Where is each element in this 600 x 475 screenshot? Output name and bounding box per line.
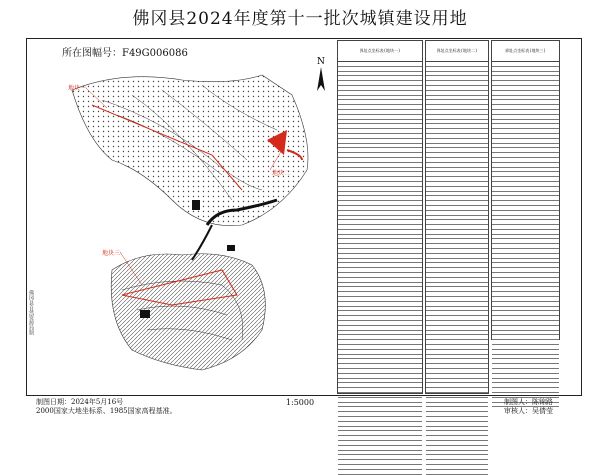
plot-label-1: 地块一	[68, 85, 87, 92]
svg-text:N: N	[317, 57, 325, 67]
north-arrow-icon	[313, 55, 329, 93]
coordinate-table-1	[337, 40, 423, 394]
table-header-2: 界址点坐标表(地块二)	[426, 41, 488, 62]
footer-right: 制图人：陈锦路 审核人：吴倩莹	[504, 398, 553, 415]
map-title: 佛冈县2024年度第十一批次城镇建设用地	[132, 9, 468, 29]
sheet-number: 所在图幅号：F49G006086	[62, 48, 188, 59]
coordinate-tables	[337, 40, 560, 394]
terrain-lower	[111, 254, 265, 370]
scale-text: 1:5000	[285, 398, 315, 407]
table-row	[426, 470, 488, 475]
table-row	[338, 470, 422, 475]
table-header-1: 界址点坐标表(地块一)	[338, 41, 422, 62]
side-note: 佛冈县自然资源局制	[28, 290, 34, 335]
footer-left: 制图日期：2024年5月16号 2000国家大地坐标系、1985国家高程基准。	[36, 398, 177, 415]
map-canvas	[62, 60, 332, 390]
coordinate-table-3	[491, 40, 560, 340]
plot-label-2: 地块二	[272, 170, 291, 177]
coordinate-table-2	[425, 40, 489, 394]
terrain-upper	[72, 75, 308, 226]
plot-label-3: 地块三	[102, 250, 121, 257]
table-header-3: 界址点坐标表(地块三)	[492, 41, 559, 62]
